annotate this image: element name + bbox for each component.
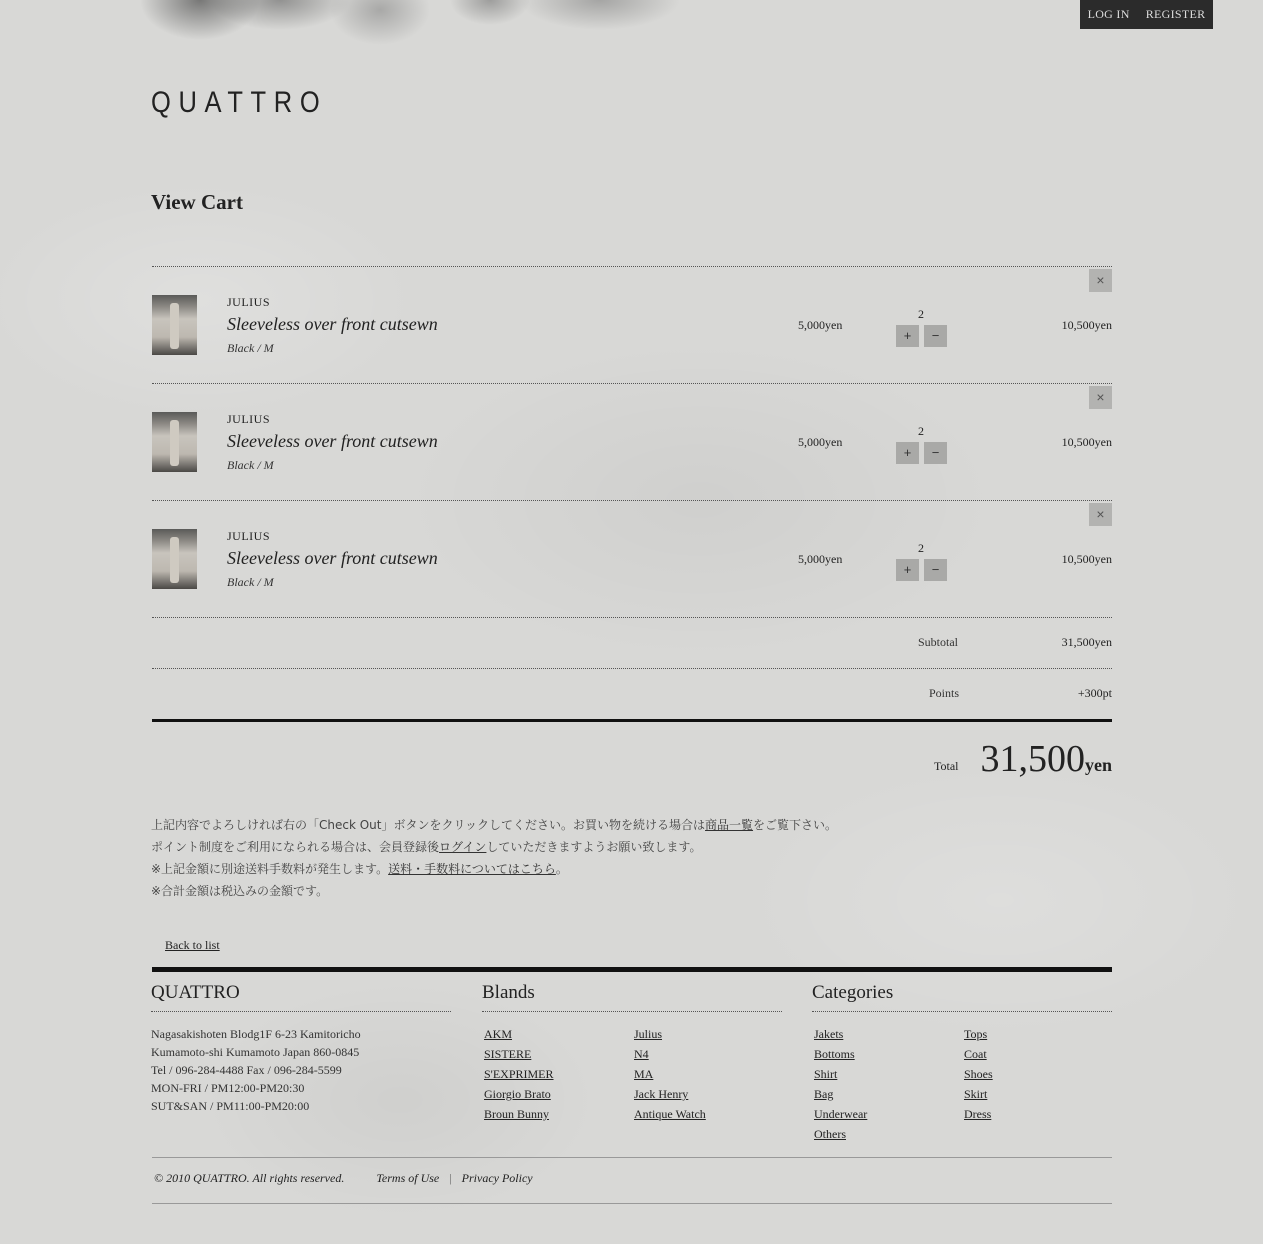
category-link[interactable]: Underwear: [814, 1107, 868, 1121]
category-link[interactable]: Bottoms: [814, 1047, 855, 1061]
subtotal-row: [152, 617, 1112, 668]
increase-quantity-button[interactable]: +: [896, 559, 919, 581]
login-link[interactable]: LOG IN: [1087, 7, 1130, 21]
category-links: [812, 1025, 1112, 1143]
category-link[interactable]: Shirt: [814, 1067, 838, 1081]
note-text: していただきますようお願い致します。: [486, 840, 702, 854]
quantity-value: 2: [918, 307, 924, 321]
points-value: +300pt: [1077, 686, 1112, 700]
total-value: 31,500: [980, 738, 1085, 780]
brand-link[interactable]: AKM: [484, 1027, 513, 1041]
brand-link[interactable]: SISTERE: [484, 1047, 532, 1061]
product-brand: JULIUS: [227, 412, 271, 426]
decrease-quantity-button[interactable]: −: [924, 559, 947, 581]
category-link[interactable]: Coat: [964, 1047, 987, 1061]
product-variant: Black / M: [227, 575, 274, 589]
increase-quantity-button[interactable]: +: [896, 325, 919, 347]
footer-info-title: QUATTRO: [151, 982, 451, 1012]
product-brand: JULIUS: [227, 295, 271, 309]
footer-divider: [152, 967, 1112, 972]
note-text: をご覧下さい。: [753, 818, 838, 832]
note-text: ※上記金額に別途送料手数料が発生します。: [151, 862, 389, 876]
terms-link[interactable]: Terms of Use: [376, 1171, 440, 1185]
footer-categories-column: [812, 982, 1112, 1143]
brand-link[interactable]: Antique Watch: [634, 1107, 706, 1121]
brand-link[interactable]: MA: [634, 1067, 654, 1081]
hours-line: MON-FRI / PM12:00-PM20:30: [151, 1081, 305, 1095]
points-label: Points: [929, 686, 960, 700]
copyright-text: © 2010 QUATTRO. All rights reserved.: [154, 1171, 345, 1185]
category-link[interactable]: Tops: [964, 1027, 988, 1041]
line-total: 10,500yen: [1061, 552, 1112, 566]
brand-link[interactable]: N4: [634, 1047, 649, 1061]
spacer: [354, 1171, 366, 1186]
address-line: Nagasakishoten Blodg1F 6-23 Kamitoricho: [151, 1027, 361, 1041]
note-line: ※合計金額は税込みの金額です。: [151, 884, 329, 898]
product-variant: Black / M: [227, 458, 274, 472]
category-link[interactable]: Bag: [814, 1087, 834, 1101]
hours-line: SUT&SAN / PM11:00-PM20:00: [151, 1099, 310, 1113]
cart-table: [152, 266, 1112, 801]
note-line: [151, 836, 837, 858]
note-line: [151, 814, 837, 836]
product-thumbnail[interactable]: [152, 295, 197, 355]
category-link[interactable]: Others: [814, 1127, 846, 1141]
phone-line: Tel / 096-284-4488 Fax / 096-284-5599: [151, 1063, 342, 1077]
brand-link[interactable]: S'EXPRIMER: [484, 1067, 554, 1081]
category-link[interactable]: Dress: [964, 1107, 992, 1121]
footer-rule: [152, 1157, 1112, 1158]
product-variant: Black / M: [227, 341, 274, 355]
brand-link[interactable]: Jack Henry: [634, 1087, 689, 1101]
cart-item-row: [152, 500, 1112, 617]
remove-item-button[interactable]: ×: [1089, 269, 1112, 292]
note-text: 。: [555, 862, 568, 876]
unit-price: 5,000yen: [798, 435, 843, 449]
quantity-value: 2: [918, 541, 924, 555]
login-note-link[interactable]: ログイン: [439, 840, 487, 854]
footer-info-column: [151, 982, 451, 1115]
privacy-link[interactable]: Privacy Policy: [461, 1171, 533, 1185]
category-link[interactable]: Skirt: [964, 1087, 988, 1101]
note-text: ポイント制度をご利用になられる場合は、会員登録後: [151, 840, 440, 854]
store-address: [151, 1025, 451, 1115]
cart-item-row: [152, 383, 1112, 500]
address-line: Kumamoto-shi Kumamoto Japan 860-0845: [151, 1045, 360, 1059]
unit-price: 5,000yen: [798, 552, 843, 566]
note-text: 上記内容でよろしければ右の「Check Out」ボタンをクリックしてください。お買い物を続ける場合は: [151, 818, 706, 832]
site-logo[interactable]: QUATTRO: [151, 86, 328, 119]
register-link[interactable]: REGISTER: [1145, 7, 1206, 21]
header-grunge-decoration: [120, 0, 740, 70]
total-amount: [981, 737, 1113, 781]
page-title: View Cart: [151, 190, 243, 214]
footer-brands-column: [482, 982, 782, 1123]
footer-categories-title: Categories: [812, 982, 1112, 1012]
subtotal-label: Subtotal: [918, 635, 959, 649]
brand-link[interactable]: Broun Bunny: [484, 1107, 550, 1121]
cart-item-row: [152, 266, 1112, 383]
product-name[interactable]: Sleeveless over front cutsewn: [227, 548, 438, 568]
quantity-value: 2: [918, 424, 924, 438]
decrease-quantity-button[interactable]: −: [924, 442, 947, 464]
footer-bottom-rule: [152, 1203, 1112, 1204]
cart-notes: [151, 814, 837, 902]
increase-quantity-button[interactable]: +: [896, 442, 919, 464]
product-brand: JULIUS: [227, 529, 271, 543]
footer-brands-title: Blands: [482, 982, 782, 1012]
points-row: [152, 668, 1112, 719]
line-total: 10,500yen: [1061, 435, 1112, 449]
product-name[interactable]: Sleeveless over front cutsewn: [227, 431, 438, 451]
remove-item-button[interactable]: ×: [1089, 386, 1112, 409]
category-link[interactable]: Shoes: [964, 1067, 993, 1081]
total-unit: yen: [1085, 755, 1112, 775]
legal-separator: |: [449, 1171, 452, 1185]
product-thumbnail[interactable]: [152, 412, 197, 472]
brand-link[interactable]: Julius: [634, 1027, 663, 1041]
shipping-fee-link[interactable]: 送料・手数料についてはこちら: [388, 862, 556, 876]
remove-item-button[interactable]: ×: [1089, 503, 1112, 526]
product-name[interactable]: Sleeveless over front cutsewn: [227, 314, 438, 334]
brand-links: [482, 1025, 782, 1123]
footer-legal: [154, 1171, 533, 1186]
unit-price: 5,000yen: [798, 318, 843, 332]
product-list-link[interactable]: 商品一覧: [705, 818, 754, 832]
back-to-list-link[interactable]: Back to list: [165, 938, 220, 952]
note-line: [151, 858, 837, 880]
product-thumbnail[interactable]: [152, 529, 197, 589]
account-nav: [1080, 0, 1213, 29]
brand-link[interactable]: Giorgio Brato: [484, 1087, 551, 1101]
line-total: 10,500yen: [1061, 318, 1112, 332]
total-row: [152, 719, 1112, 801]
subtotal-value: 31,500yen: [1061, 635, 1112, 649]
total-label: Total: [934, 759, 959, 773]
category-link[interactable]: Jakets: [814, 1027, 844, 1041]
decrease-quantity-button[interactable]: −: [924, 325, 947, 347]
